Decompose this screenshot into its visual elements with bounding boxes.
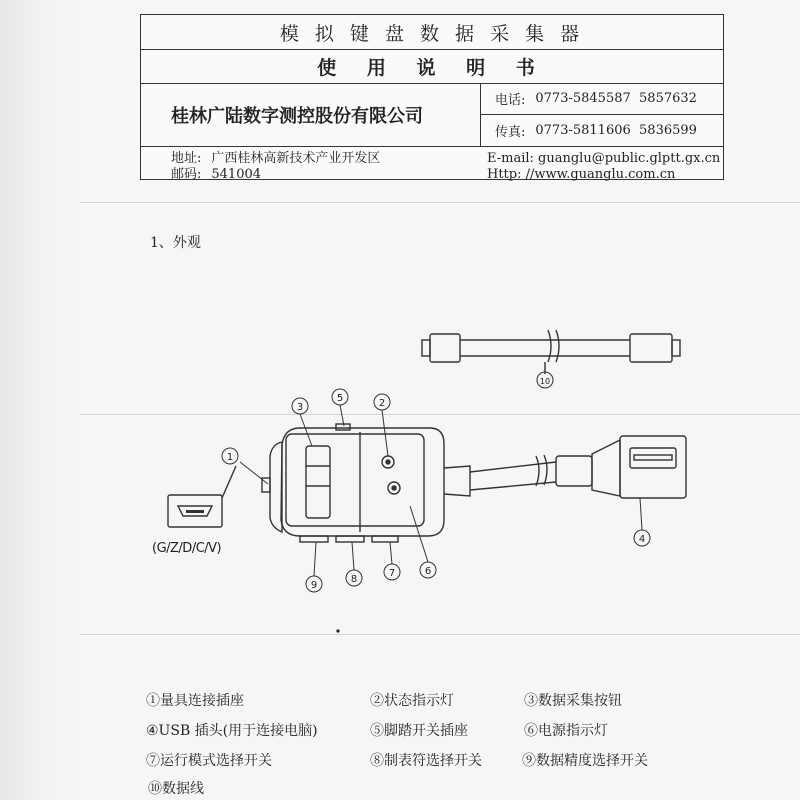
callout-3: 3 — [296, 402, 304, 413]
website: Http: //www.guanglu.com.cn — [487, 167, 676, 182]
callout-10: 10 — [539, 377, 551, 386]
address: 广西桂林高新技术产业开发区 — [211, 151, 381, 166]
legend-item: ⑥电源指示灯 — [524, 723, 608, 739]
legend-item: ①量具连接插座 — [146, 693, 244, 709]
callout-leaders — [240, 405, 642, 576]
section-title: 1、外观 — [150, 235, 201, 251]
callout-5: 5 — [336, 393, 344, 404]
legend-item: ③数据采集按钮 — [524, 693, 622, 709]
legend-item: ⑦运行模式选择开关 — [146, 753, 272, 769]
model-label: (G/Z/D/C/V) — [152, 541, 222, 556]
callout-4: 4 — [638, 534, 646, 545]
callout-1: 1 — [226, 452, 234, 463]
callout-6: 6 — [424, 566, 432, 577]
company-name: 桂林广陆数字测控股份有限公司 — [141, 83, 481, 147]
legend-item: ⑧制表符选择开关 — [370, 753, 482, 769]
socket-icon — [168, 466, 236, 527]
phone-number: 0773-5845587 5857632 — [535, 91, 697, 106]
speck — [336, 629, 339, 632]
fax-label: 传真: — [495, 125, 526, 140]
callout-8: 8 — [350, 574, 358, 585]
data-cable-drawing — [422, 330, 680, 374]
callout-9: 9 — [310, 580, 318, 591]
fax-number: 0773-5811606 5836599 — [535, 123, 697, 138]
collector-device-drawing — [262, 424, 686, 542]
document-subtitle: 使 用 说 明 书 — [141, 49, 723, 84]
legend-item: ④USB 插头(用于连接电脑) — [146, 723, 318, 739]
legend-item: ⑨数据精度选择开关 — [522, 753, 648, 769]
legend-item: ⑤脚踏开关插座 — [370, 723, 468, 739]
legend-item: ②状态指示灯 — [370, 693, 454, 709]
legend-item: ⑩数据线 — [148, 781, 204, 797]
email: E-mail: guanglu@public.glptt.gx.cn — [487, 151, 721, 166]
callout-7: 7 — [388, 568, 396, 579]
callout-2: 2 — [378, 398, 386, 409]
document-title: 模 拟 键 盘 数 据 采 集 器 — [141, 15, 723, 50]
address-label: 地址: — [171, 151, 202, 166]
postcode: 541004 — [211, 167, 262, 182]
phone-label: 电话: — [495, 93, 526, 108]
postcode-label: 邮码: — [171, 167, 202, 182]
